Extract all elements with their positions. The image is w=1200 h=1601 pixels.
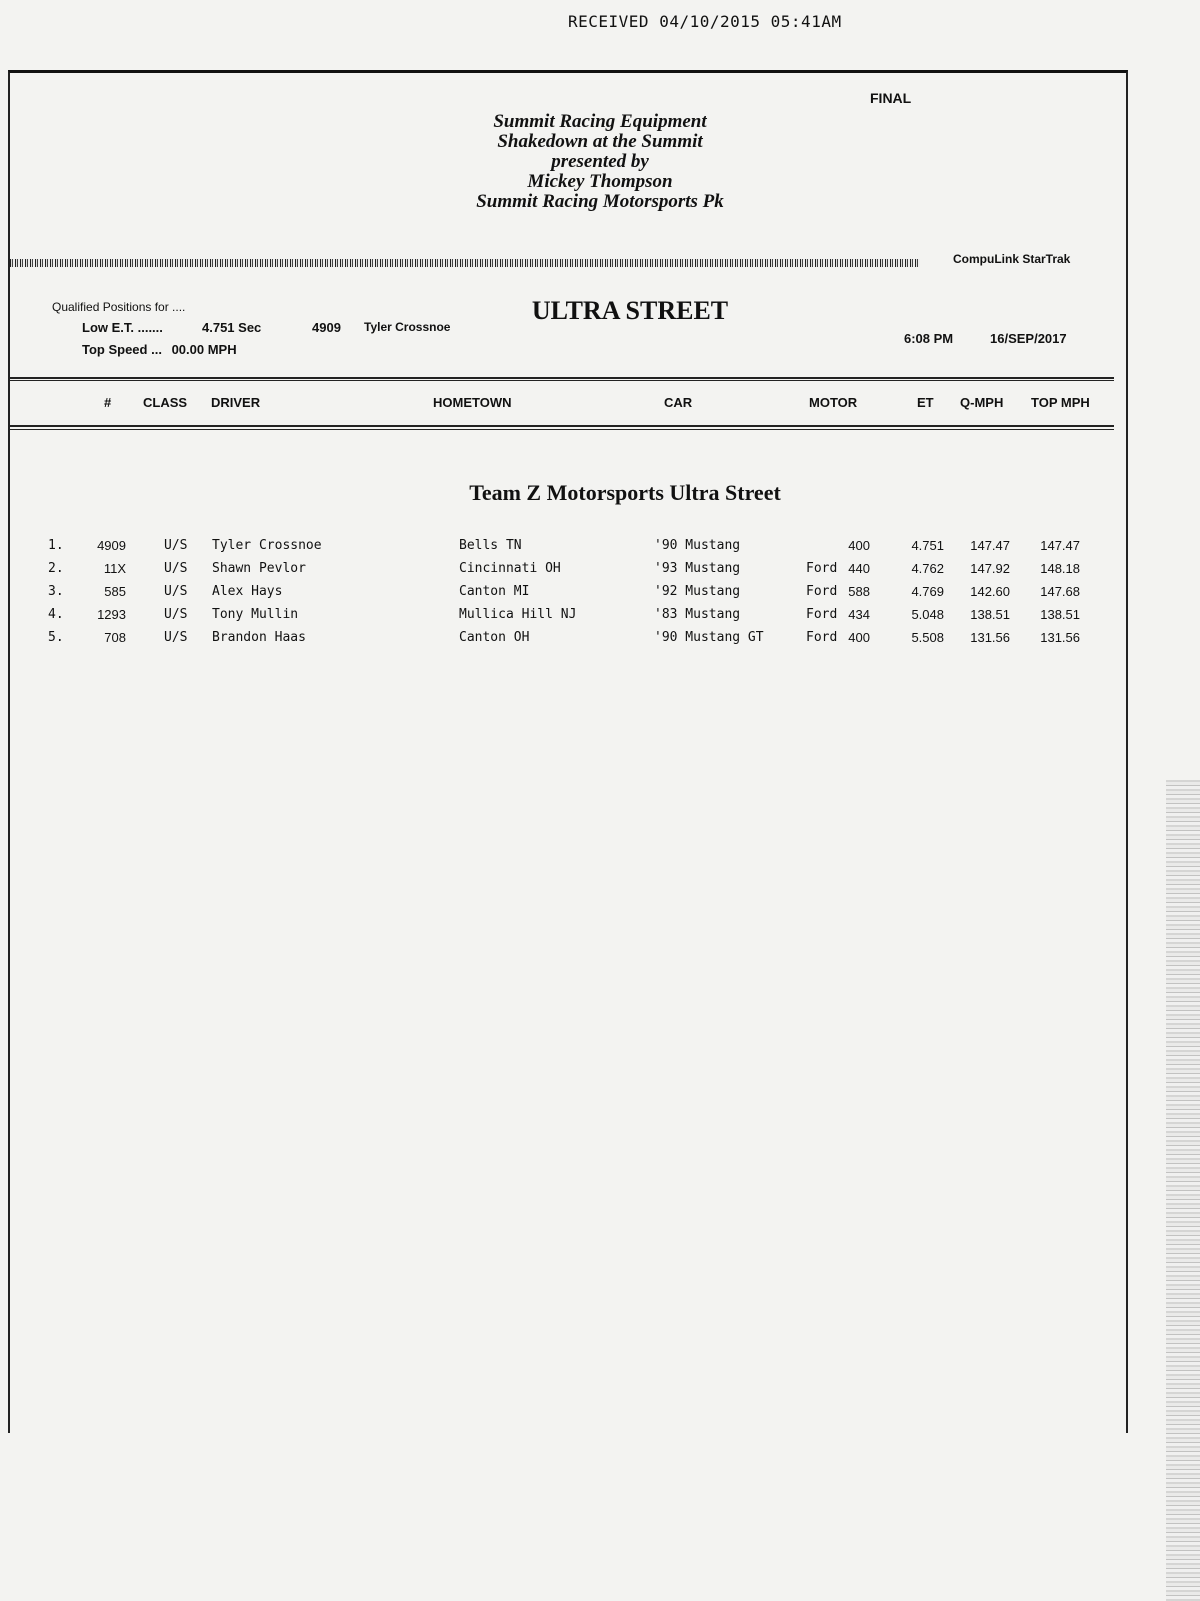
table-row: [0, 630, 1200, 653]
result-et: 4.751: [911, 538, 944, 553]
result-hometown: Canton OH: [459, 630, 530, 645]
result-position: 1.: [48, 538, 64, 553]
table-row: [0, 561, 1200, 584]
col-head-et: ET: [917, 395, 934, 410]
low-et-value: 4.751 Sec: [202, 320, 262, 335]
result-driver: Tyler Crossnoe: [212, 538, 322, 553]
result-car: '92 Mustang: [654, 584, 741, 599]
group-title: Team Z Motorsports Ultra Street: [469, 480, 781, 505]
result-top-mph: 138.51: [1040, 607, 1080, 622]
result-car: '90 Mustang: [654, 538, 741, 553]
col-head-motor: MOTOR: [809, 395, 858, 410]
result-qmph: 147.47: [970, 538, 1010, 553]
table-row: [0, 538, 1200, 561]
header-rule-top-thin: [10, 380, 1114, 381]
status-label: FINAL: [870, 90, 912, 106]
result-hometown: Canton MI: [459, 584, 530, 599]
result-hometown: Mullica Hill NJ: [459, 607, 577, 622]
result-qmph: 138.51: [970, 607, 1010, 622]
result-motor-cid: 588: [848, 584, 870, 599]
result-top-mph: 147.47: [1040, 538, 1080, 553]
scan-edge-noise: [1166, 780, 1200, 1601]
result-top-mph: 147.68: [1040, 584, 1080, 599]
result-car-number: 708: [104, 630, 126, 645]
table-row: [0, 584, 1200, 607]
low-et-car-number: 4909: [312, 320, 341, 335]
event-title: [300, 112, 900, 212]
result-motor-cid: 400: [848, 538, 870, 553]
result-driver: Shawn Pevlor: [212, 561, 306, 576]
class-title: ULTRA STREET: [531, 296, 729, 325]
result-position: 3.: [48, 584, 64, 599]
event-title-line: Summit Racing Motorsports Pk: [476, 191, 724, 212]
event-title-line: Shakedown at the Summit: [497, 131, 703, 152]
event-title-line: Mickey Thompson: [527, 171, 673, 192]
result-class: U/S: [164, 607, 188, 622]
result-car-number: 4909: [97, 538, 126, 553]
result-car: '83 Mustang: [654, 607, 741, 622]
result-driver: Alex Hays: [212, 584, 283, 599]
result-class: U/S: [164, 561, 188, 576]
result-et: 5.508: [911, 630, 944, 645]
result-motor-cid: 434: [848, 607, 870, 622]
result-et: 5.048: [911, 607, 944, 622]
race-time: 6:08 PM: [904, 331, 954, 346]
result-car-number: 11X: [103, 561, 126, 576]
result-driver: Tony Mullin: [212, 607, 299, 622]
result-qmph: 131.56: [970, 630, 1010, 645]
result-position: 2.: [48, 561, 64, 576]
col-head-class: CLASS: [143, 395, 188, 410]
header-rule-bottom-thin: [10, 429, 1114, 430]
result-top-mph: 148.18: [1040, 561, 1080, 576]
top-speed-row: [82, 342, 237, 357]
col-head-qmph: Q-MPH: [960, 395, 1004, 410]
race-date: 16/SEP/2017: [990, 331, 1067, 346]
col-head-number: #: [104, 395, 112, 410]
top-speed-value: 00.00 MPH: [171, 342, 237, 357]
top-speed-label: Top Speed ...: [82, 342, 162, 357]
result-hometown: Cincinnati OH: [459, 561, 561, 576]
result-class: U/S: [164, 584, 188, 599]
result-class: U/S: [164, 538, 188, 553]
report-frame: [8, 70, 1128, 1433]
col-head-hometown: HOMETOWN: [433, 395, 512, 410]
result-qmph: 147.92: [970, 561, 1010, 576]
result-car-number: 1293: [97, 607, 126, 622]
low-et-label: Low E.T. .......: [82, 320, 163, 335]
barcode-divider: [10, 259, 920, 267]
result-driver: Brandon Haas: [212, 630, 306, 645]
col-head-car: CAR: [664, 395, 693, 410]
result-position: 4.: [48, 607, 64, 622]
header-rule-bottom: [10, 425, 1114, 427]
result-top-mph: 131.56: [1040, 630, 1080, 645]
result-car-number: 585: [104, 584, 126, 599]
result-motor-make: Ford: [806, 607, 838, 622]
col-head-driver: DRIVER: [211, 395, 261, 410]
header-rule-top: [10, 377, 1114, 379]
result-position: 5.: [48, 630, 64, 645]
result-motor-make: Ford: [806, 561, 838, 576]
result-class: U/S: [164, 630, 188, 645]
result-motor-cid: 440: [848, 561, 870, 576]
result-et: 4.762: [911, 561, 944, 576]
result-car: '90 Mustang GT: [654, 630, 764, 645]
col-head-top-mph: TOP MPH: [1031, 395, 1090, 410]
qualified-positions-label: Qualified Positions for ....: [52, 300, 186, 314]
result-hometown: Bells TN: [459, 538, 522, 553]
fax-received-stamp: RECEIVED 04/10/2015 05:41AM: [568, 12, 842, 31]
results-table: [0, 538, 1200, 653]
result-et: 4.769: [911, 584, 944, 599]
result-car: '93 Mustang: [654, 561, 741, 576]
low-et-driver: Tyler Crossnoe: [364, 320, 451, 334]
result-motor-make: Ford: [806, 630, 838, 645]
software-brand: CompuLink StarTrak: [953, 252, 1071, 266]
result-motor-make: Ford: [806, 584, 838, 599]
result-motor-cid: 400: [848, 630, 870, 645]
table-row: [0, 607, 1200, 630]
event-title-line: presented by: [551, 151, 649, 172]
event-title-line: Summit Racing Equipment: [493, 111, 707, 132]
result-qmph: 142.60: [970, 584, 1010, 599]
